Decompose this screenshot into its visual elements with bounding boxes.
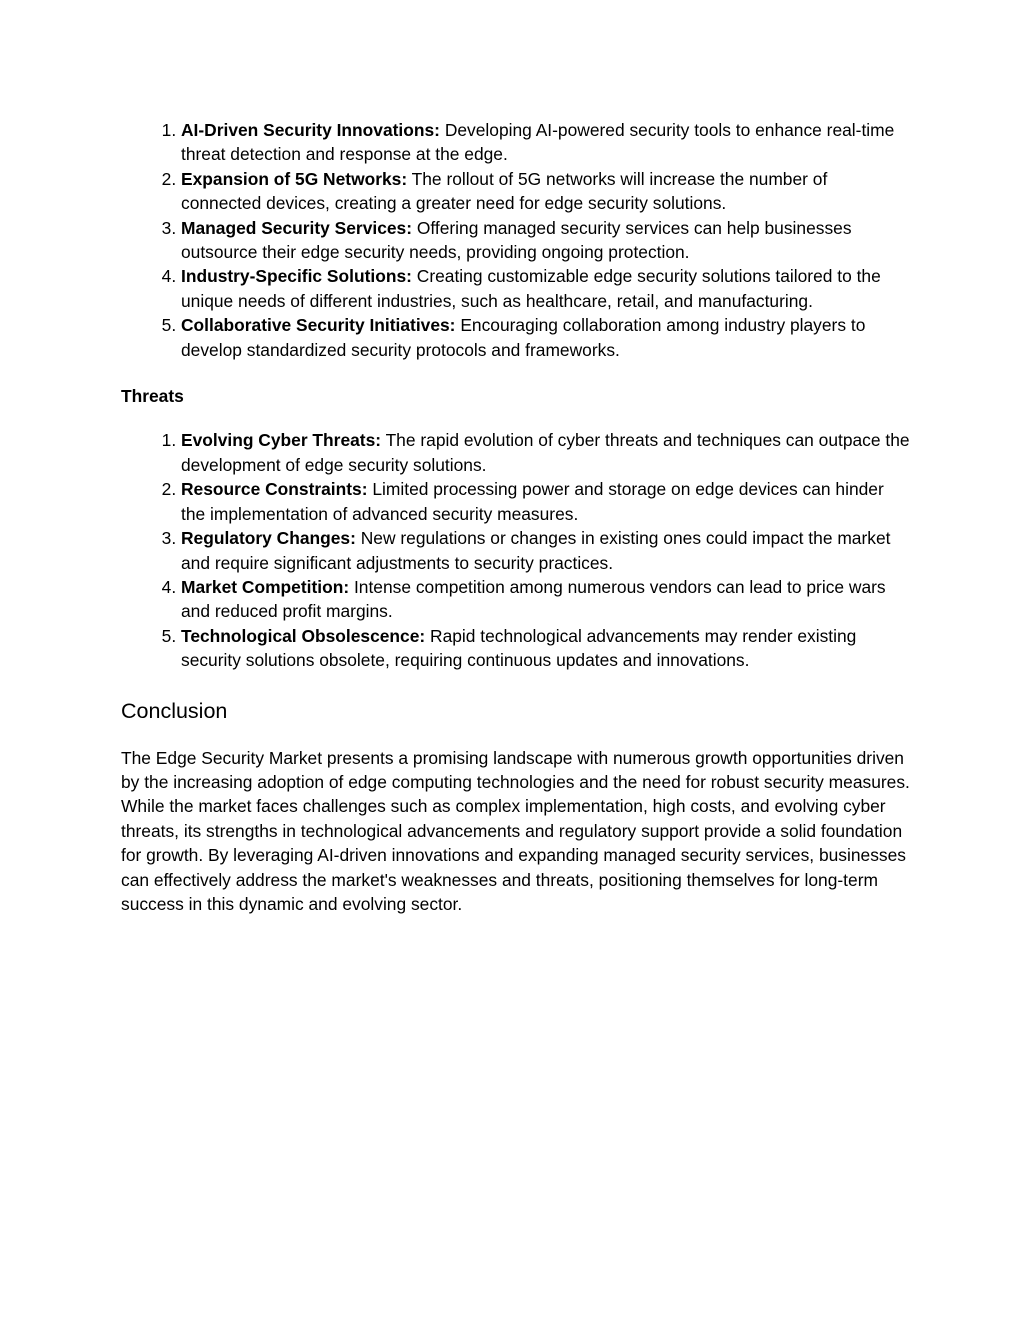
- list-item-text: New regulations or changes in existing ones could impact the market and require significant adjustments to security practices.: [181, 528, 891, 573]
- list-item: [181, 118, 911, 167]
- list-item-text: Developing AI-powered security tools to enhance real-time threat detection and response at the edge.: [181, 120, 895, 165]
- list-item: [181, 313, 911, 362]
- list-item-title: Industry-Specific Solutions:: [181, 266, 412, 287]
- list-item-text: Limited processing power and storage on edge devices can hinder the implementation of advanced security measures.: [181, 479, 884, 524]
- list-item-title: Market Competition:: [181, 576, 350, 597]
- document-content: [121, 118, 911, 916]
- conclusion-heading: Conclusion: [121, 698, 228, 723]
- list-item-text: The rollout of 5G networks will increase the number of connected devices, creating a greater need for edge security solutions.: [181, 168, 828, 214]
- list-item-title: Technological Obsolescence:: [181, 625, 426, 646]
- list-item-text: Intense competition among numerous vendors can lead to price wars and reduced profit margins.: [181, 576, 886, 622]
- list-item: [181, 477, 911, 526]
- list-item-text: Offering managed security services can help businesses outsource their edge security needs, providing ongoing protection.: [181, 217, 852, 263]
- list-item: [181, 216, 911, 265]
- list-item-title: Evolving Cyber Threats:: [181, 430, 382, 451]
- conclusion-paragraph: The Edge Security Market presents a promising landscape with numerous growth opportunities driven by the increasing adoption of edge computing technologies and the need for robust security measures. While the market faces challenges such as complex implementation, high costs, and evolving cyber threats, its strengths in technological advancements and regulatory support provide a solid foundation for growth. By leveraging AI-driven innovations and expanding managed security services, businesses can effectively address the market's weaknesses and threats, positioning themselves for long-term success in this dynamic and evolving sector.: [121, 747, 910, 914]
- list-item: [181, 526, 911, 575]
- list-item: [181, 264, 911, 313]
- list-item: [181, 428, 911, 477]
- list-item-title: Regulatory Changes:: [181, 528, 356, 549]
- list-item: [181, 575, 911, 624]
- threats-list: [121, 428, 911, 672]
- list-item: [181, 167, 911, 216]
- threats-heading: Threats: [121, 386, 184, 407]
- list-item-title: Resource Constraints:: [181, 479, 368, 500]
- list-item: [181, 624, 911, 673]
- list-item-text: Rapid technological advancements may render existing security solutions obsolete, requiring continuous updates and innovations.: [181, 625, 857, 671]
- list-item-title: Managed Security Services:: [181, 217, 413, 238]
- opportunities-list: [121, 118, 911, 362]
- list-item-text: Creating customizable edge security solutions tailored to the unique needs of different industries, such as healthcare, retail, and manufacturing.: [181, 266, 881, 311]
- list-item-title: Expansion of 5G Networks:: [181, 168, 408, 189]
- list-item-title: AI-Driven Security Innovations:: [181, 120, 440, 140]
- list-item-text: Encouraging collaboration among industry players to develop standardized security protocols and frameworks.: [181, 315, 866, 360]
- list-item-text: The rapid evolution of cyber threats and techniques can outpace the development of edge security solutions.: [181, 430, 910, 475]
- list-item-title: Collaborative Security Initiatives:: [181, 315, 456, 336]
